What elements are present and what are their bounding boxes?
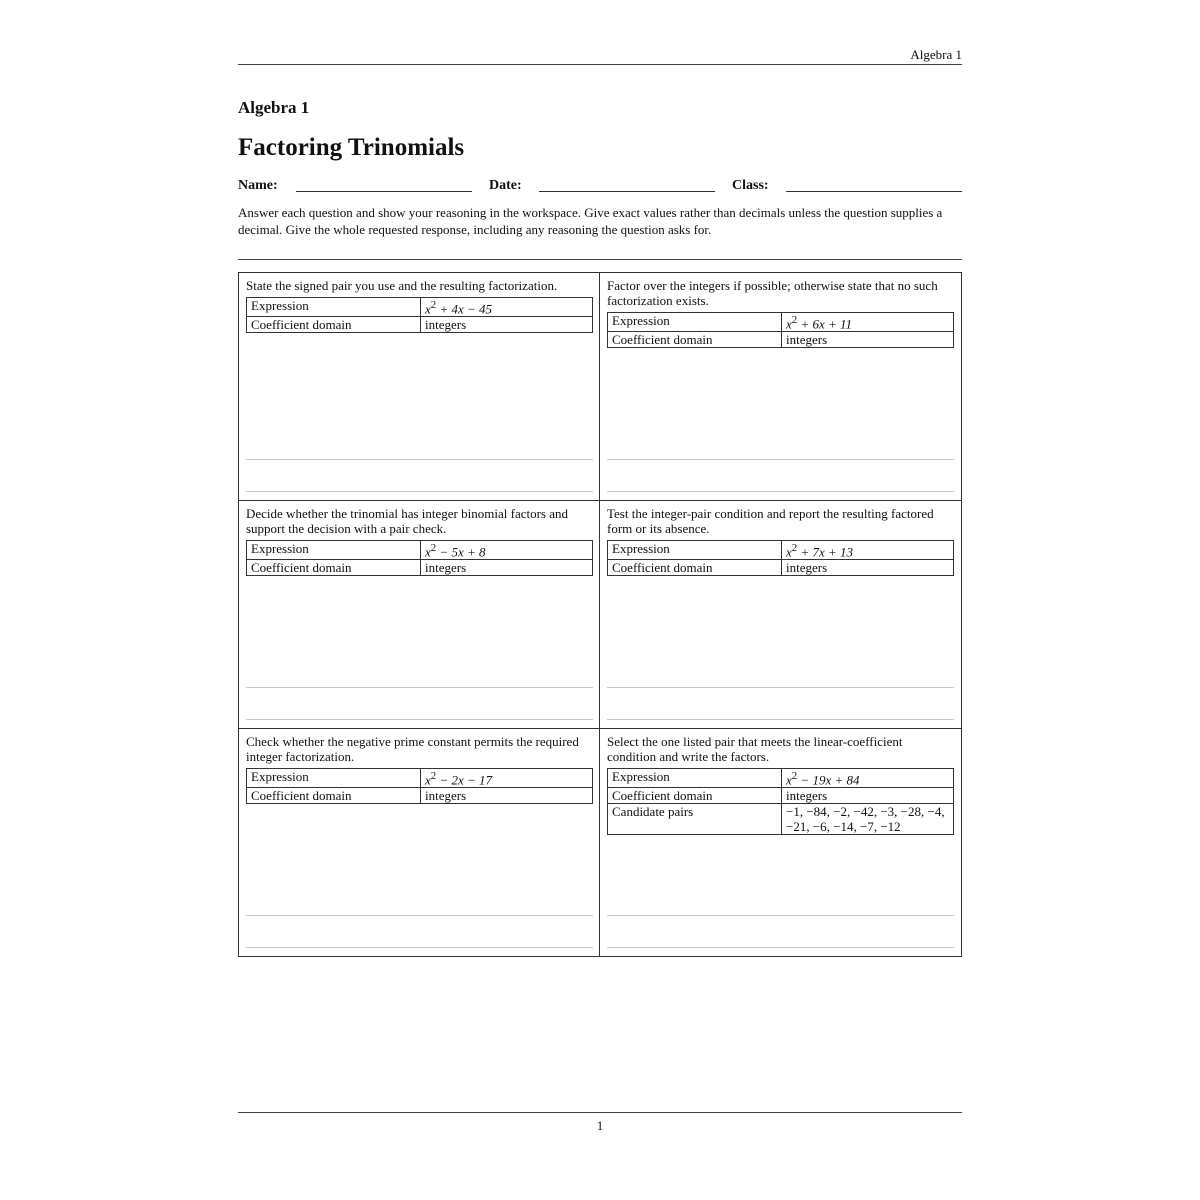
class-blank[interactable]	[786, 191, 962, 192]
subject-heading: Algebra 1	[238, 98, 310, 117]
expression-value	[421, 769, 593, 788]
expression-value	[782, 769, 954, 788]
question-grid	[238, 272, 962, 957]
page-number: 1	[596, 1118, 604, 1133]
answer-line[interactable]	[246, 915, 593, 916]
header-rule	[238, 64, 962, 65]
question-info-table	[246, 540, 593, 576]
answer-line[interactable]	[246, 491, 593, 492]
table-row	[608, 788, 954, 804]
date-label: Date:	[489, 178, 522, 193]
expression-label: Expression	[608, 313, 782, 332]
expr-exponent: 2	[430, 299, 437, 311]
domain-label: Coefficient domain	[247, 788, 421, 804]
expression-value	[782, 541, 954, 560]
domain-label: Coefficient domain	[247, 560, 421, 576]
section-rule	[238, 259, 962, 260]
name-blank[interactable]	[296, 191, 472, 192]
answer-line[interactable]	[246, 719, 593, 720]
worksheet-page	[238, 0, 962, 1200]
domain-value: integers	[782, 332, 954, 348]
question-info-table	[607, 312, 954, 348]
question-cell	[600, 729, 961, 956]
question-cell	[239, 729, 600, 956]
expr-rest: + 4x − 45	[436, 301, 493, 317]
expression-label: Expression	[247, 541, 421, 560]
domain-value: integers	[782, 560, 954, 576]
question-cell	[600, 501, 961, 729]
table-row	[247, 317, 593, 333]
question-prompt: Decide whether the trinomial has integer binomial factors and support the decision with a pair check.	[246, 506, 568, 536]
instructions: Answer each question and show your reasoning in the workspace. Give exact values rather than decimals unless the question supplies a decimal. Give the whole requested response, including any reasoning the question asks for.	[238, 205, 943, 237]
table-row	[608, 332, 954, 348]
expr-exponent: 2	[791, 314, 798, 326]
running-header: Algebra 1	[910, 47, 962, 62]
table-row	[247, 298, 593, 317]
table-row	[247, 788, 593, 804]
question-prompt: State the signed pair you use and the resulting factorization.	[246, 278, 558, 293]
expr-rest: + 7x + 13	[797, 544, 854, 560]
table-row	[608, 313, 954, 332]
expr-exponent: 2	[430, 770, 437, 782]
question-cell	[239, 501, 600, 729]
table-row	[608, 804, 954, 835]
name-label: Name:	[238, 178, 278, 193]
expression-value	[421, 298, 593, 317]
expr-base: x	[786, 544, 792, 560]
expression-label: Expression	[247, 298, 421, 317]
answer-line[interactable]	[607, 687, 954, 688]
expression-value	[782, 313, 954, 332]
answer-line[interactable]	[246, 687, 593, 688]
domain-label: Coefficient domain	[608, 332, 782, 348]
expr-base: x	[425, 301, 431, 317]
question-info-table	[607, 540, 954, 576]
table-row	[608, 769, 954, 788]
answer-line[interactable]	[607, 459, 954, 460]
expr-exponent: 2	[430, 542, 437, 554]
expr-base: x	[786, 772, 792, 788]
question-info-table	[607, 768, 954, 835]
question-info-table	[246, 768, 593, 804]
answer-line[interactable]	[607, 719, 954, 720]
expr-base: x	[786, 316, 792, 332]
domain-value: integers	[421, 788, 593, 804]
question-prompt: Select the one listed pair that meets the linear-coefficient condition and write the factors.	[607, 734, 903, 764]
table-row	[247, 769, 593, 788]
question-prompt: Factor over the integers if possible; otherwise state that no such factorization exists.	[607, 278, 938, 308]
student-info-row	[238, 178, 962, 196]
expr-exponent: 2	[791, 542, 798, 554]
domain-value: integers	[782, 788, 954, 804]
table-row	[608, 541, 954, 560]
class-label: Class:	[732, 178, 769, 193]
expr-rest: − 2x − 17	[436, 772, 493, 788]
expr-rest: − 19x + 84	[797, 772, 860, 788]
question-cell	[600, 273, 961, 501]
domain-label: Coefficient domain	[608, 560, 782, 576]
answer-line[interactable]	[607, 491, 954, 492]
expr-base: x	[425, 772, 431, 788]
pairs-value: −1, −84, −2, −42, −3, −28, −4, −21, −6, −14, −7, −12	[782, 804, 954, 835]
page-title: Factoring Trinomials	[238, 134, 465, 161]
answer-line[interactable]	[607, 947, 954, 948]
pairs-label: Candidate pairs	[608, 804, 782, 835]
date-blank[interactable]	[539, 191, 715, 192]
expr-rest: − 5x + 8	[436, 544, 486, 560]
expr-exponent: 2	[791, 770, 798, 782]
table-row	[608, 560, 954, 576]
expression-label: Expression	[247, 769, 421, 788]
expression-label: Expression	[608, 541, 782, 560]
domain-value: integers	[421, 560, 593, 576]
answer-line[interactable]	[246, 459, 593, 460]
domain-label: Coefficient domain	[247, 317, 421, 333]
question-cell	[239, 273, 600, 501]
answer-line[interactable]	[607, 915, 954, 916]
domain-value: integers	[421, 317, 593, 333]
expression-value	[421, 541, 593, 560]
domain-label: Coefficient domain	[608, 788, 782, 804]
expr-base: x	[425, 544, 431, 560]
answer-line[interactable]	[246, 947, 593, 948]
question-prompt: Test the integer-pair condition and report the resulting factored form or its absence.	[607, 506, 934, 536]
question-info-table	[246, 297, 593, 333]
footer-rule	[238, 1112, 962, 1113]
question-prompt: Check whether the negative prime constant permits the required integer factorization.	[246, 734, 579, 764]
table-row	[247, 560, 593, 576]
expr-rest: + 6x + 11	[797, 316, 853, 332]
expression-label: Expression	[608, 769, 782, 788]
table-row	[247, 541, 593, 560]
